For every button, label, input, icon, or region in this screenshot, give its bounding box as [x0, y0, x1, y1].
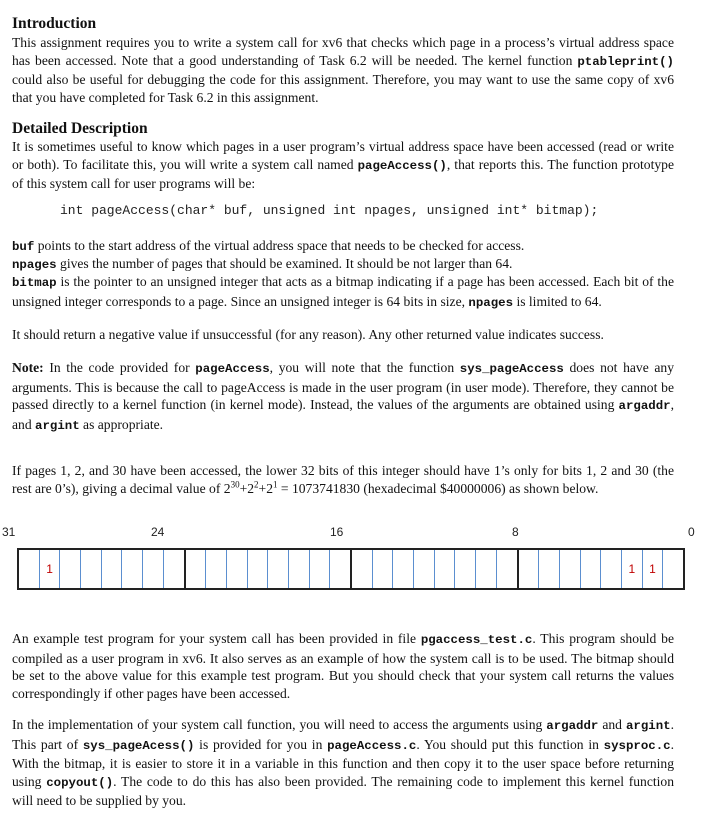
bit-label-16: 16 — [330, 525, 344, 539]
bit-cell — [80, 548, 101, 590]
bit-cell — [559, 548, 580, 590]
implementation-paragraph: In the implementation of your system call function, you will need to access the arguments using argaddr and argint. This part of sys_pageAcess() is provided for you in pageAccess.c. You should put this function in sysproc.c. With the bitmap, it is easier to store it in a variable in this function and then copy it to the user space before returning using copyout(). The code to do this has also been provided. The remaining code to implement this kernel function will need to be supplied by you. — [12, 717, 674, 809]
bit-cell — [288, 548, 309, 590]
bit-cell — [662, 548, 685, 590]
bit-cell — [538, 548, 559, 590]
bit-cell — [496, 548, 517, 590]
introduction-paragraph: This assignment requires you to write a system call for xv6 that checks which page in a process’s virtual address space has been accessed. Note that a good understanding of Task 6.2 will be needed. The kernel function ptableprint() could also be useful for debugging the code for this assignment. Therefore, you may want to use the same copy of xv6 that you have completed for Task 6.2 in this assignment. — [12, 35, 674, 105]
bitmap-row — [17, 548, 685, 590]
bit-cell — [329, 548, 350, 590]
bit-cell — [580, 548, 601, 590]
bit-cell — [434, 548, 455, 590]
bit-cell — [350, 548, 372, 590]
bit-label-0: 0 — [688, 525, 695, 539]
bit-cell — [642, 548, 663, 590]
bit-cell — [392, 548, 413, 590]
function-prototype: int pageAccess(char* buf, unsigned int npages, unsigned int* bitmap); — [60, 203, 599, 218]
test-program-paragraph: An example test program for your system call has been provided in file pgaccess_test.c. This program should be compiled as a user program in xv6. It also serves as an example of how the system call is to be used. The bitmap should be set to the above value for this example test program. But you should check that your system call returns the values correspondingly if other pages have been accessed. — [12, 631, 674, 701]
detailed-description-heading: Detailed Description — [12, 120, 148, 137]
bit-cell — [475, 548, 496, 590]
bit-cell — [39, 548, 60, 590]
bit-cell — [184, 548, 206, 590]
bit-cell — [17, 548, 39, 590]
param-npages: npages gives the number of pages that should be examined. It should be not larger than 64. — [12, 256, 513, 272]
bit-cell — [621, 548, 642, 590]
bit-value: 1 — [46, 562, 53, 576]
bit-cell — [517, 548, 539, 590]
bit-value: 1 — [628, 562, 636, 576]
bit-label-31: 31 — [2, 525, 16, 539]
bit-cell — [413, 548, 434, 590]
bit-cell — [600, 548, 621, 590]
introduction-heading: Introduction — [12, 15, 97, 32]
return-value-text: It should return a negative value if unsuccessful (for any reason). Any other returned value indicates success. — [12, 327, 604, 342]
bit-cell — [247, 548, 268, 590]
note-paragraph: Note: In the code provided for pageAccess, you will note that the function sys_pageAccess does not have any arguments. This is because the call to pageAccess is made in the user program (in user mode). Therefore, they cannot be passed directly to a kernel function (in kernel mode). Instead, the values of the arguments are obtained using argaddr, and argint as appropriate. — [12, 360, 675, 433]
bit-cell — [163, 548, 184, 590]
bit-cell — [372, 548, 393, 590]
bit-cell — [226, 548, 247, 590]
param-bitmap: bitmap is the pointer to an unsigned integer that acts as a bitmap indicating if a page has been accessed. Each bit of the unsigned integer corresponds to a page. Since an unsigned integer is 64 bits in size, npages is limited to 64. — [12, 274, 674, 310]
bit-cell — [121, 548, 142, 590]
param-buf: buf points to the start address of the virtual address space that needs to be checked for access. — [12, 238, 525, 254]
bit-label-8: 8 — [512, 525, 519, 539]
bit-cell — [309, 548, 330, 590]
bit-cell — [59, 548, 80, 590]
bit-cell — [267, 548, 288, 590]
bit-cell — [142, 548, 163, 590]
example-paragraph: If pages 1, 2, and 30 have been accessed, the lower 32 bits of this integer should have 1’s only for bits 1, 2 and 30 (the rest are 0’s), giving a decimal value of $2^{30}+2^2+2^1 = 1073741830$ (hexadecimal $40000006) as shown below. — [12, 463, 674, 496]
bit-label-24: 24 — [151, 525, 165, 539]
bit-cell — [454, 548, 475, 590]
bit-cell — [205, 548, 226, 590]
bit-value: 1 — [649, 562, 656, 576]
bit-cell — [101, 548, 122, 590]
detailed-description-paragraph: It is sometimes useful to know which pages in a user program’s virtual address space have been accessed (read or write or both). To facilitate this, you will write a system call named pageAccess(), that reports this. The function prototype of this system call for user programs will be: — [12, 139, 674, 192]
